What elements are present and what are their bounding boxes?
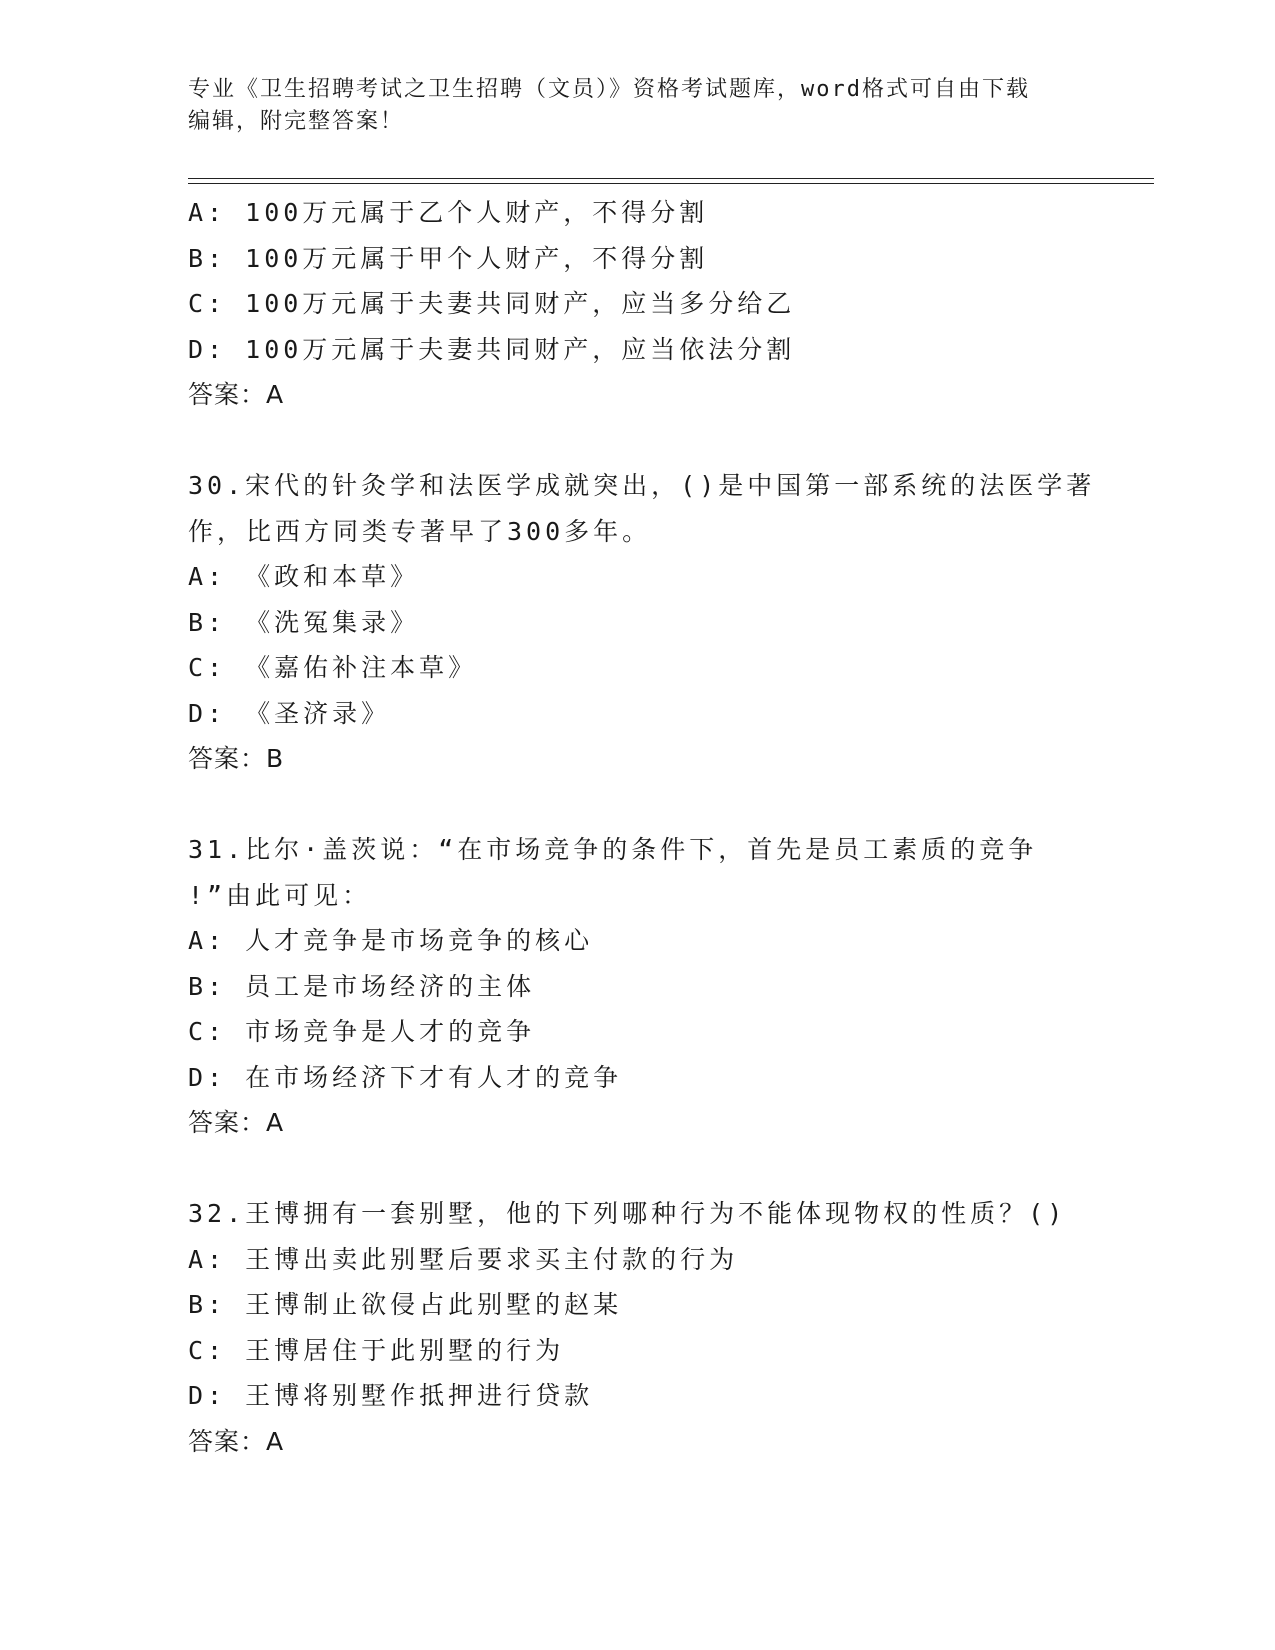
question-block-30 bbox=[188, 463, 1096, 782]
question-text-line-1: 30.宋代的针灸学和法医学成就突出，()是中国第一部系统的法医学著 bbox=[188, 471, 1096, 500]
question-list bbox=[188, 190, 1096, 1464]
answer-line: 答案：A bbox=[188, 1108, 285, 1137]
option-c: C: 《嘉佑补注本草》 bbox=[188, 653, 478, 682]
block-spacer bbox=[188, 782, 1088, 828]
option-b: B: 《洗冤集录》 bbox=[188, 607, 420, 637]
question-text-line-2: !”由此可见： bbox=[188, 880, 372, 910]
question-text-line-2: 作，比西方同类专著早了300多年。 bbox=[188, 516, 652, 546]
option-a: A: 人才竞争是市场竞争的核心 bbox=[188, 926, 594, 955]
block-spacer bbox=[188, 418, 1088, 464]
option-d: D: 100万元属于夫妻共同财产，应当依法分割 bbox=[188, 334, 796, 364]
option-a: A: 《政和本草》 bbox=[188, 562, 420, 591]
option-b: B: 100万元属于甲个人财产，不得分割 bbox=[188, 243, 709, 273]
option-d: D: 王博将别墅作抵押进行贷款 bbox=[188, 1381, 594, 1410]
question-block-32 bbox=[188, 1191, 1088, 1464]
header-line-1: 专业《卫生招聘考试之卫生招聘（文员）》资格考试题库，word格式可自由下载 bbox=[188, 77, 1030, 102]
question-text-line-1: 31.比尔·盖茨说：“在市场竞争的条件下，首先是员工素质的竞争 bbox=[188, 835, 1038, 864]
header-divider-top bbox=[188, 178, 1154, 179]
header-line-2: 编辑，附完整答案！ bbox=[188, 109, 405, 134]
option-c: C: 王博居住于此别墅的行为 bbox=[188, 1335, 565, 1365]
question-block-31 bbox=[188, 827, 1088, 1146]
option-b: B: 员工是市场经济的主体 bbox=[188, 971, 536, 1001]
answer-line: 答案：A bbox=[188, 1426, 285, 1456]
question-text-line-1: 32.王博拥有一套别墅，他的下列哪种行为不能体现物权的性质？() bbox=[188, 1199, 1067, 1228]
option-b: B: 王博制止欲侵占此别墅的赵某 bbox=[188, 1290, 623, 1319]
answer-line: 答案：B bbox=[188, 744, 285, 773]
option-d: D: 在市场经济下才有人才的竞争 bbox=[188, 1062, 623, 1092]
document-header bbox=[188, 74, 1068, 138]
option-c: C: 100万元属于夫妻共同财产，应当多分给乙 bbox=[188, 289, 796, 318]
question-block-29 bbox=[188, 190, 1088, 418]
block-spacer bbox=[188, 1146, 1088, 1192]
option-a: A: 100万元属于乙个人财产，不得分割 bbox=[188, 198, 709, 227]
answer-line: 答案：A bbox=[188, 380, 285, 409]
option-c: C: 市场竞争是人才的竞争 bbox=[188, 1017, 536, 1046]
option-d: D: 《圣济录》 bbox=[188, 698, 391, 728]
option-a: A: 王博出卖此别墅后要求买主付款的行为 bbox=[188, 1244, 739, 1274]
header-divider-bottom bbox=[188, 183, 1154, 184]
